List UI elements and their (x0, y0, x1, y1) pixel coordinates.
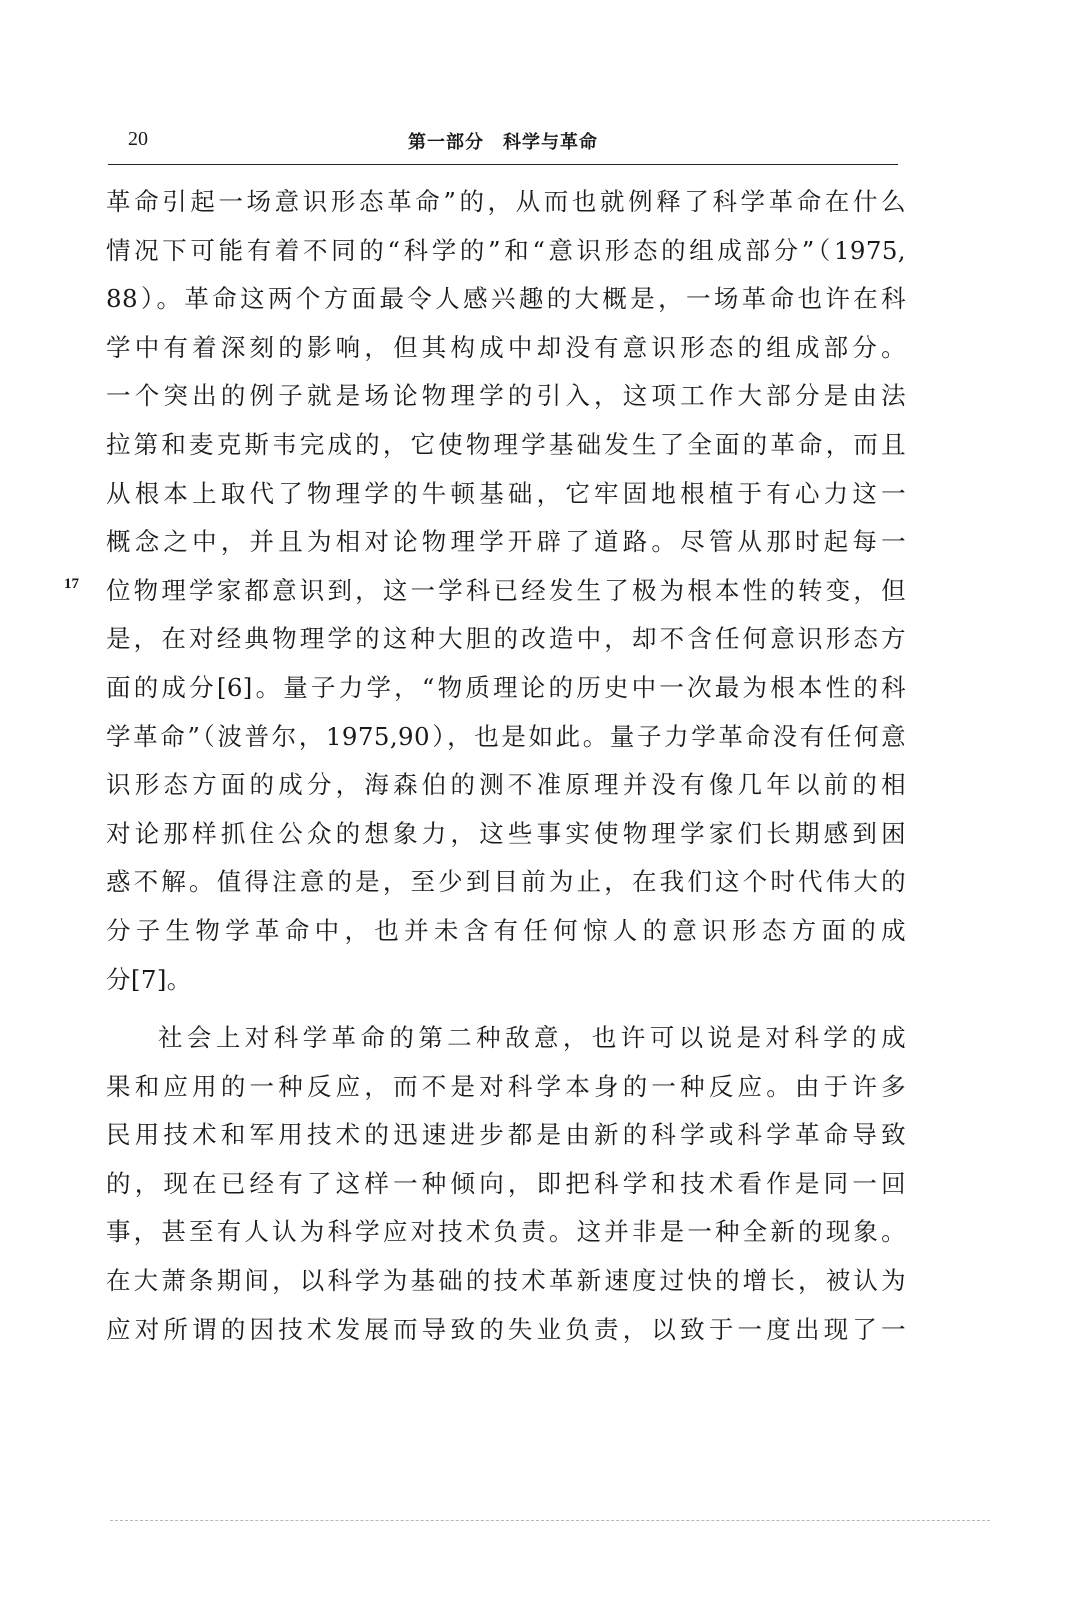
text-line: 事，甚至有人认为科学应对技术负责。这并非是一种全新的现象。 (106, 1217, 906, 1247)
text-line: 面的成分[6]。量子力学，“物质理论的历史中一次最为根本性的科 (106, 672, 906, 702)
text-line: 分子生物学革命中，也并未含有任何惊人的意识形态方面的成 (106, 915, 906, 945)
text-line: 88）。革命这两个方面最令人感兴趣的大概是，一场革命也许在科 (106, 284, 906, 314)
text-line: 从根本上取代了物理学的牛顿基础，它牢固地根植于有心力这一 (106, 478, 906, 508)
paragraph-gap (106, 1004, 906, 1014)
text-line: 民用技术和军用技术的迅速进步都是由新的科学或科学革命导致 (106, 1120, 906, 1150)
text-line: 一个突出的例子就是场论物理学的引入，这项工作大部分是由法 (106, 381, 906, 411)
running-head: 第一部分 科学与革命 (408, 132, 598, 153)
text-line: 社会上对科学革命的第二种敌意，也许可以说是对科学的成 (158, 1023, 906, 1053)
text-line: 对论那样抓住公众的想象力，这些事实使物理学家们长期感到困 (106, 818, 906, 848)
text-line: 分[7]。 (106, 964, 192, 994)
paragraph-1 (106, 178, 906, 1004)
margin-original-page-number: 17 (64, 576, 79, 592)
paragraph-2 (106, 1014, 906, 1354)
text-line: 在大萧条期间，以科学为基础的技术革新速度过快的增长，被认为 (106, 1266, 906, 1296)
text-line: 情况下可能有着不同的“科学的”和“意识形态的组成部分”（1975, (106, 235, 906, 265)
scan-edge-rule (110, 1520, 990, 1521)
text-line: 概念之中，并且为相对论物理学开辟了道路。尽管从那时起每一 (106, 527, 906, 557)
text-line: 学革命”（波普尔，1975,90），也是如此。量子力学革命没有任何意 (106, 721, 906, 751)
page-header (108, 124, 898, 165)
text-line: 惑不解。值得注意的是，至少到目前为止，在我们这个时代伟大的 (106, 867, 906, 897)
text-line: 的，现在已经有了这样一种倾向，即把科学和技术看作是同一回 (106, 1168, 906, 1198)
text-line: 果和应用的一种反应，而不是对科学本身的一种反应。由于许多 (106, 1071, 906, 1101)
text-line: 应对所谓的因技术发展而导致的失业负责，以致于一度出现了一 (106, 1314, 906, 1344)
text-line: 拉第和麦克斯韦完成的，它使物理学基础发生了全面的革命，而且 (106, 429, 906, 459)
text-line: 革命引起一场意识形态革命”的，从而也就例释了科学革命在什么 (106, 187, 906, 216)
text-line: 位物理学家都意识到，这一学科已经发生了极为根本性的转变，但 (106, 575, 906, 605)
text-line: 是，在对经典物理学的这种大胆的改造中，却不含任何意识形态方 (106, 624, 906, 654)
body-text (106, 178, 906, 1354)
page-number: 20 (128, 128, 148, 150)
text-line: 识形态方面的成分，海森伯的测不准原理并没有像几年以前的相 (106, 770, 906, 800)
text-line: 学中有着深刻的影响，但其构成中却没有意识形态的组成部分。 (106, 332, 906, 362)
